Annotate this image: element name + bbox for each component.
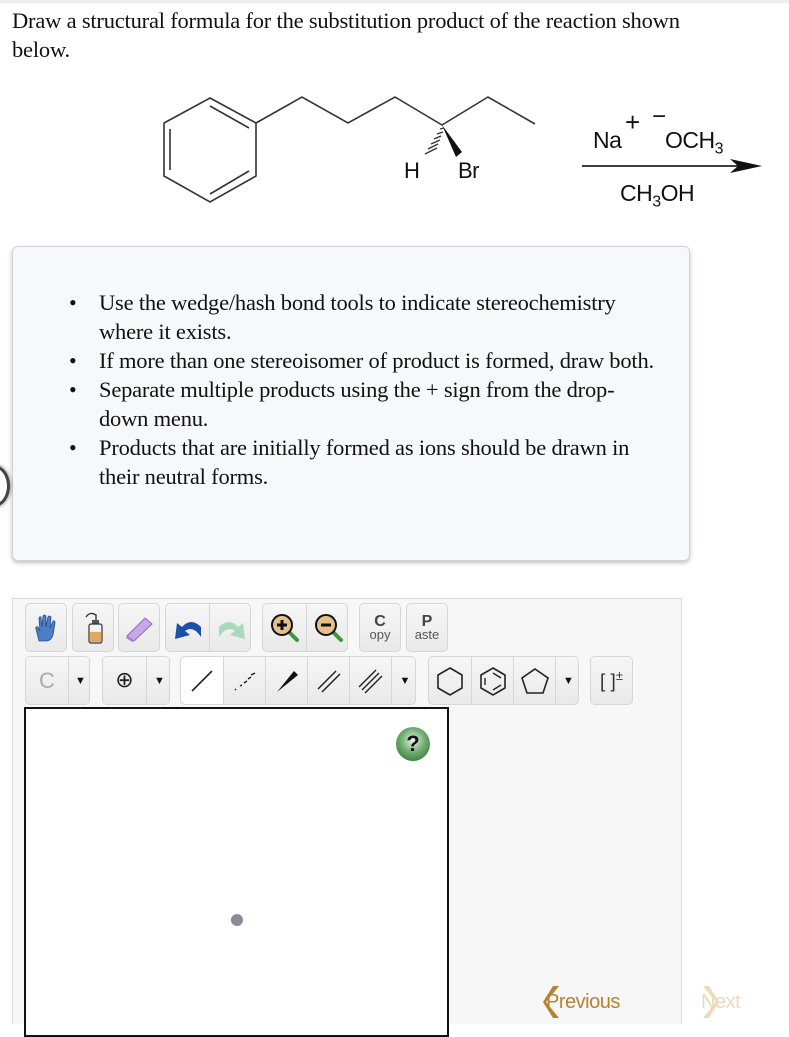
side-handle[interactable] [0, 465, 10, 507]
benzene-icon [478, 666, 508, 696]
atom-label: C [39, 667, 55, 693]
bracket-button[interactable] [590, 656, 633, 705]
clean-tool-button[interactable] [72, 603, 114, 652]
instructions-list [69, 288, 659, 491]
undo-icon [171, 613, 205, 643]
instruction-item: • If more than one stereoisomer of product is formed, draw both. [69, 346, 659, 375]
hydrogen-label: H [404, 158, 420, 183]
undo-button[interactable] [166, 604, 209, 651]
atom-dropdown-button[interactable] [68, 657, 92, 704]
triple-bond-button[interactable] [349, 657, 392, 704]
paste-label: P aste [414, 612, 440, 642]
instruction-item: • Separate multiple products using the + sign from the drop-down menu. [69, 375, 659, 433]
undo-redo-group [165, 603, 251, 652]
wash-bottle-icon [80, 611, 106, 645]
next-button[interactable] [701, 985, 741, 1019]
eraser-icon [123, 614, 155, 642]
charge-button[interactable] [103, 657, 146, 704]
triple-bond-icon [358, 668, 384, 694]
bracket-charge-icon: [ ]± [600, 667, 623, 693]
redo-button[interactable] [209, 604, 253, 651]
wedge-bond-button[interactable] [265, 657, 308, 704]
cation-charge: + [625, 107, 640, 137]
cyclopentane-button[interactable] [513, 657, 556, 704]
anion-charge: − [652, 103, 666, 130]
bond-dropdown-button[interactable] [391, 657, 418, 704]
caret-down-icon: ▼ [399, 674, 411, 687]
next-label: Next [701, 990, 741, 1013]
benzene-button[interactable] [471, 657, 514, 704]
instruction-item: • Products that are initially formed as ions should be drawn in their neutral forms. [69, 433, 659, 491]
atom-carbon-button[interactable] [26, 657, 68, 704]
single-bond-button[interactable] [181, 657, 223, 704]
hand-icon [31, 613, 61, 643]
redo-icon [215, 613, 249, 643]
bromine-label: Br [458, 158, 479, 183]
methoxide-anion: $OCH_3$ [665, 127, 724, 158]
drawing-canvas[interactable] [24, 707, 449, 1037]
double-bond-button[interactable] [307, 657, 350, 704]
question-text: Draw a structural formula for the substitution product of the reaction shown below. [12, 8, 680, 62]
hash-bond-icon [232, 668, 258, 694]
caret-down-icon: ▼ [154, 674, 165, 687]
plus-circle-icon: ⊕ [115, 668, 134, 693]
copy-label: C opy [369, 612, 391, 642]
hash-bond-button[interactable] [223, 657, 266, 704]
single-bond-icon [189, 668, 215, 694]
caret-down-icon: ▼ [563, 674, 574, 687]
top-strip [0, 0, 789, 3]
cursor-dot [231, 914, 243, 926]
cyclohexane-button[interactable] [429, 657, 471, 704]
substrate-structure [140, 85, 540, 225]
ring-dropdown-button[interactable] [555, 657, 581, 704]
zoom-in-icon [269, 612, 301, 644]
zoom-in-button[interactable] [263, 604, 306, 651]
zoom-out-icon [313, 612, 345, 644]
cyclopentane-icon [520, 666, 550, 696]
ring-group [428, 656, 579, 705]
copy-button[interactable] [359, 603, 401, 652]
instruction-item: • Use the wedge/hash bond tools to indicate stereochemistry where it exists. [69, 288, 659, 346]
double-bond-icon [316, 668, 342, 694]
instructions-panel [12, 246, 690, 561]
previous-button[interactable] [543, 985, 620, 1019]
zoom-out-button[interactable] [306, 604, 350, 651]
charge-group [102, 656, 170, 705]
solvent-methanol: $CH_3OH$ [620, 180, 695, 211]
zoom-group [262, 603, 348, 652]
previous-label: Previous [546, 990, 620, 1013]
reaction-arrow [580, 156, 770, 176]
help-button[interactable]: ? [396, 727, 430, 761]
sodium-cation: Na [593, 127, 622, 153]
caret-down-icon: ▼ [75, 674, 86, 687]
cyclohexane-icon [435, 666, 465, 696]
hand-tool-button[interactable] [25, 603, 67, 652]
reaction-scheme [140, 85, 780, 225]
wedge-bond-icon [274, 668, 300, 694]
bond-group [180, 656, 416, 705]
charge-dropdown-button[interactable] [146, 657, 172, 704]
erase-tool-button[interactable] [118, 603, 160, 652]
paste-button[interactable] [406, 603, 448, 652]
atom-group [25, 656, 90, 705]
